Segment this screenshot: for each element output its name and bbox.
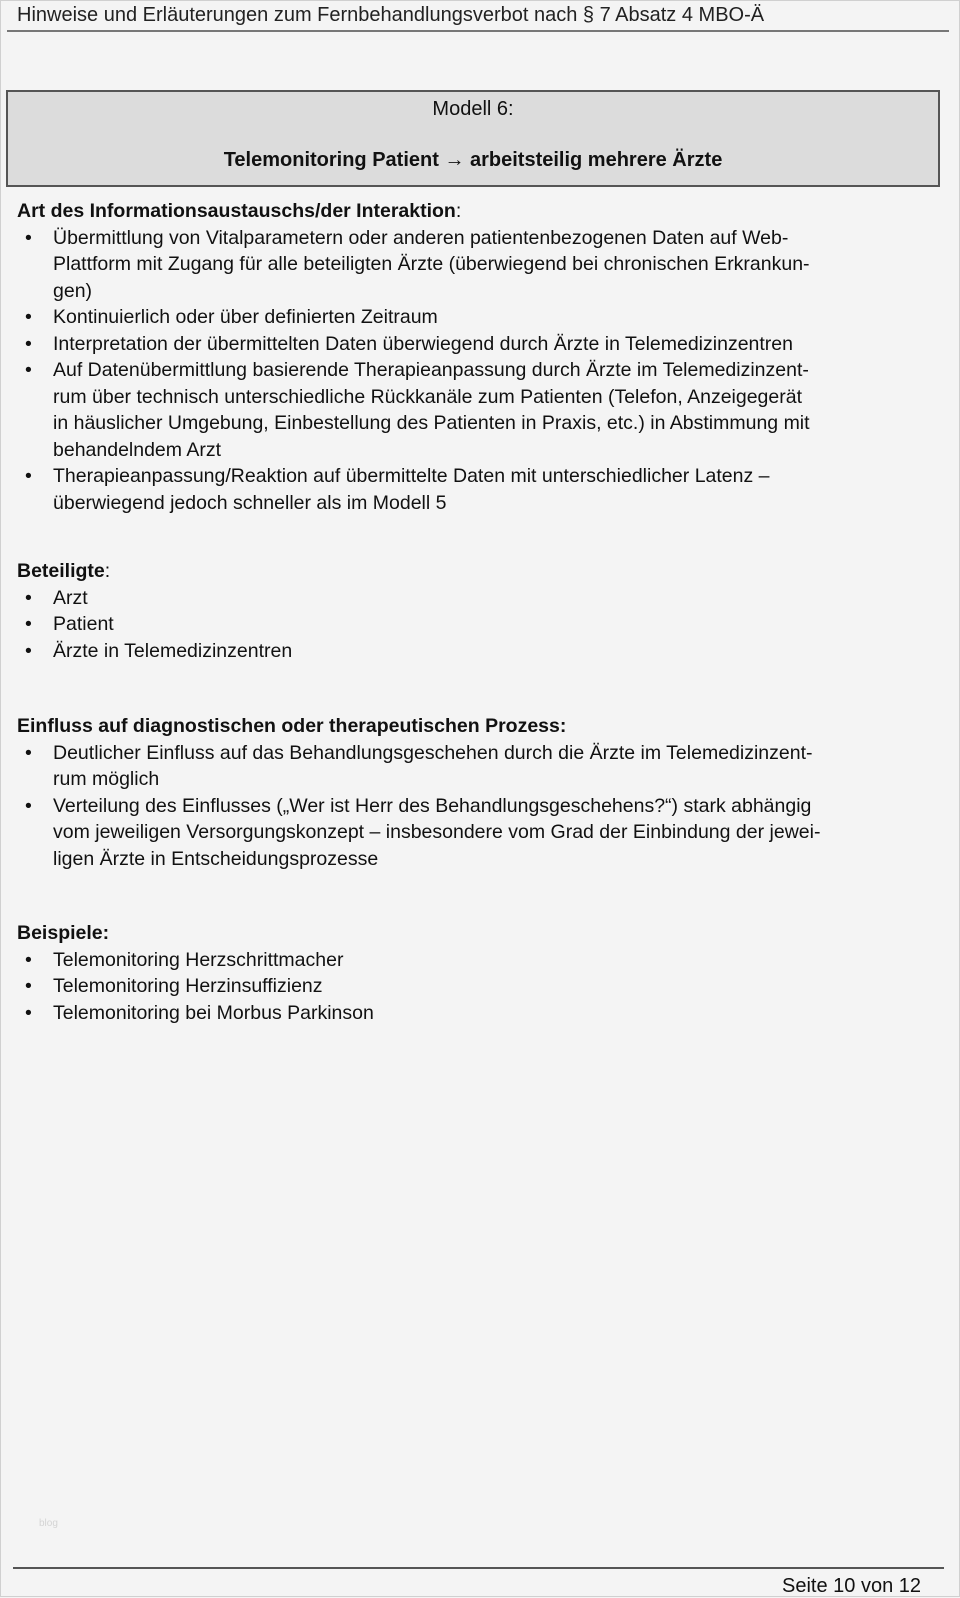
section-influence: [17, 713, 937, 872]
list-item: [17, 1000, 937, 1027]
bullet-icon: •: [25, 639, 32, 662]
list-item-line: ligen Ärzte in Entscheidungsprozesse: [53, 847, 379, 870]
list-item-line: Telemonitoring bei Morbus Parkinson: [53, 1001, 374, 1024]
list-item: [17, 225, 937, 305]
section-heading: [17, 558, 937, 585]
model-number: Modell 6:: [432, 98, 514, 120]
bullet-icon: •: [25, 332, 32, 355]
list-item-line: Auf Datenübermittlung basierende Therapieanpassung durch Ärzte im Telemedizinzent-: [53, 359, 809, 381]
list-item: [17, 638, 937, 665]
list-item-line: Verteilung des Einflusses („Wer ist Herr des Behandlungsgeschehens?“) stark abhängig: [53, 794, 812, 817]
page-number: Seite 10 von 12: [782, 1575, 921, 1597]
bullet-icon: •: [25, 975, 32, 997]
section-interaction: [17, 198, 937, 516]
header-divider: [7, 30, 949, 32]
list-item: [17, 947, 937, 974]
list-item: [17, 740, 937, 793]
list-item-line: vom jeweiligen Versorgungskonzept – insbesondere vom Grad der Einbindung der jewei-: [53, 821, 821, 843]
bullet-icon: •: [25, 794, 32, 817]
bullet-icon: •: [25, 306, 32, 328]
section-examples: [17, 920, 937, 1026]
list-item-line: Interpretation der übermittelten Daten überwiegend durch Ärzte in Telemedizinzentren: [53, 332, 793, 355]
bullet-icon: •: [25, 948, 32, 971]
list-item-line: überwiegend jedoch schneller als im Modell 5: [53, 491, 447, 514]
list-item-line: behandelndem Arzt: [53, 438, 222, 461]
section-heading-text: Art des Informationsaustauschs/der Interaktion: [17, 200, 456, 222]
bullet-icon: •: [25, 586, 32, 609]
footer-divider: [13, 1567, 944, 1569]
list-item: [17, 304, 937, 331]
list-item: [17, 357, 937, 463]
watermark: blog: [39, 1518, 58, 1529]
section-heading-colon: :: [455, 200, 462, 222]
list-item: [17, 585, 937, 612]
bullet-icon: •: [25, 226, 32, 249]
list-item-line: Ärzte in Telemedizinzentren: [53, 639, 293, 662]
section-heading-text: Einfluss auf diagnostischen oder therapeutischen Prozess:: [17, 715, 567, 737]
section-heading-text: Beteiligte: [17, 560, 105, 582]
list-item-line: Kontinuierlich oder über definierten Zeitraum: [53, 306, 438, 328]
list-item-line: in häuslicher Umgebung, Einbestellung des Patienten in Praxis, etc.) in Abstimmung mit: [53, 412, 810, 434]
list-item-line: Arzt: [53, 586, 88, 609]
list-item-line: Plattform mit Zugang für alle beteiligten Ärzte (überwiegend bei chronischen Erkrankun-: [53, 253, 810, 275]
model-title: Telemonitoring Patient → arbeitsteilig mehrere Ärzte: [223, 149, 723, 171]
list-item: [17, 973, 937, 1000]
section-heading-colon: :: [104, 560, 111, 582]
list-item-line: Therapieanpassung/Reaktion auf übermittelte Daten mit unterschiedlicher Latenz –: [53, 465, 770, 487]
model-title-box: [6, 90, 940, 187]
bullet-icon: •: [25, 359, 32, 381]
list-item-line: Patient: [53, 613, 114, 635]
running-header: Hinweise und Erläuterungen zum Fernbehandlungsverbot nach § 7 Absatz 4 MBO-Ä: [17, 4, 765, 26]
bullet-icon: •: [25, 741, 32, 764]
section-participants: [17, 558, 937, 664]
list-item: [17, 611, 937, 638]
list-item-line: Telemonitoring Herzinsuffizienz: [53, 975, 323, 997]
section-heading: [17, 198, 937, 225]
section-heading-text: Beispiele:: [17, 922, 110, 944]
section-heading: [17, 920, 937, 947]
list-item: [17, 463, 937, 516]
bullet-icon: •: [25, 1001, 32, 1024]
list-item-line: Deutlicher Einfluss auf das Behandlungsgeschehen durch die Ärzte im Telemedizinzent-: [53, 741, 813, 764]
list-item-line: rum über technisch unterschiedliche Rückkanäle zum Patienten (Telefon, Anzeigegerät: [53, 385, 803, 408]
list-item: [17, 331, 937, 358]
list-item-line: Telemonitoring Herzschrittmacher: [53, 948, 344, 971]
bullet-icon: •: [25, 465, 32, 487]
list-item-line: rum möglich: [53, 768, 160, 790]
list-item-line: Übermittlung von Vitalparametern oder anderen patientenbezogenen Daten auf Web-: [53, 226, 789, 249]
list-item-line: gen): [53, 279, 93, 302]
section-heading: [17, 713, 937, 740]
list-item: [17, 793, 937, 873]
bullet-icon: •: [25, 613, 32, 635]
